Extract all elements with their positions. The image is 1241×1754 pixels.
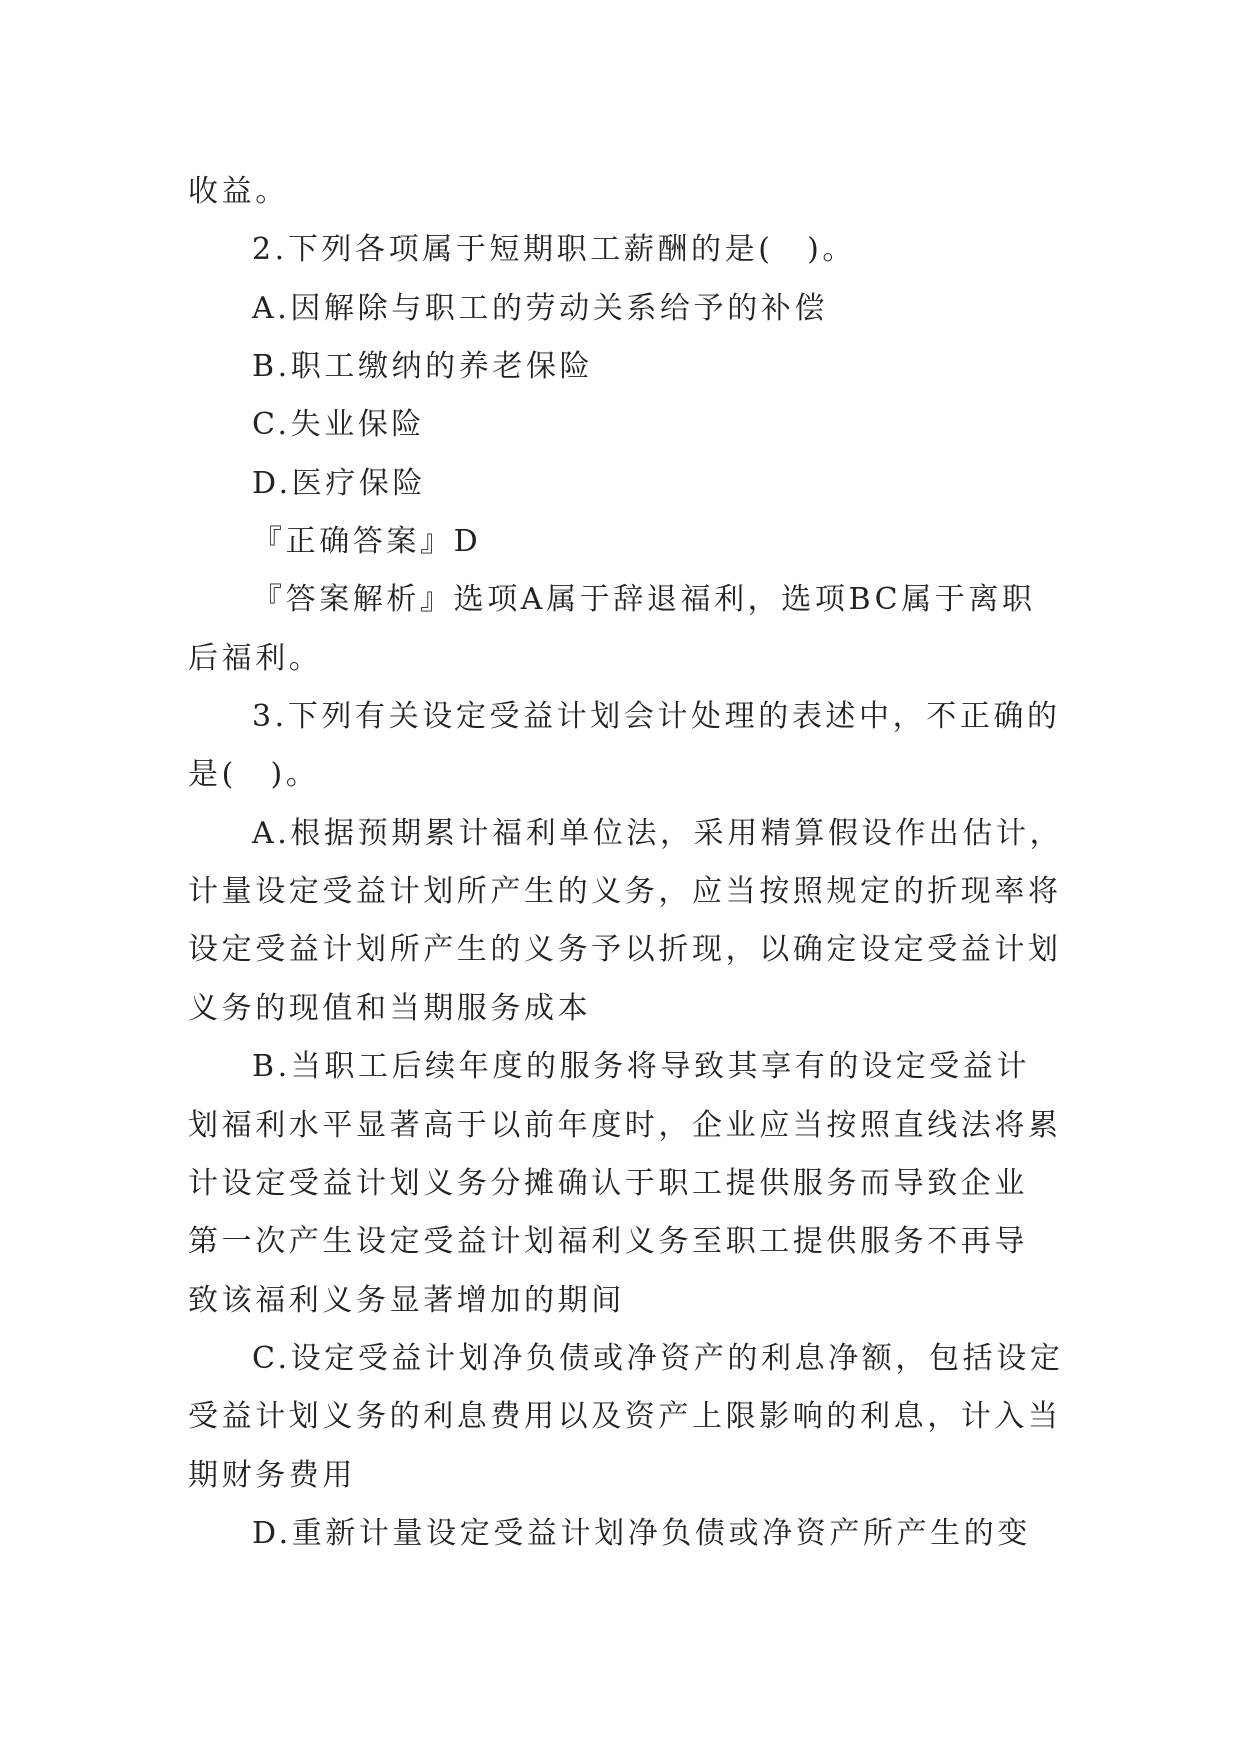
text-line: 收益。 <box>188 174 289 209</box>
question-2-option-b: B.职工缴纳的养老保险 <box>252 349 594 385</box>
question-3-option-a-cont: 设定受益计划所产生的义务予以折现，以确定设定受益计划 <box>188 932 1062 968</box>
question-2-explanation-cont: 后福利。 <box>188 640 323 676</box>
question-3-stem-cont: 是( )。 <box>188 757 320 793</box>
question-2-explanation: 『答案解析』选项A属于辞退福利，选项BC属于离职 <box>252 582 1036 618</box>
question-3-option-a: A.根据预期累计福利单位法，采用精算假设作出估计， <box>252 815 1064 851</box>
question-3-option-c-cont: 受益计划义务的利息费用以及资产上限影响的利息，计入当 <box>188 1399 1062 1435</box>
question-3-option-d: D.重新计量设定受益计划净负债或净资产所产生的变 <box>252 1515 1031 1551</box>
question-2-option-c: C.失业保险 <box>252 407 426 443</box>
question-2-correct-answer: 『正确答案』D <box>252 524 482 560</box>
question-3-option-b-cont: 第一次产生设定受益计划福利义务至职工提供服务不再导 <box>188 1224 1028 1260</box>
question-2-option-a: A.因解除与职工的劳动关系给予的补偿 <box>252 290 829 326</box>
question-3-option-b: B.当职工后续年度的服务将导致其享有的设定受益计 <box>252 1049 1030 1085</box>
question-3-stem: 3.下列有关设定受益计划会计处理的表述中，不正确的 <box>252 699 1061 735</box>
question-3-option-b-cont: 致该福利义务显著增加的期间 <box>188 1282 625 1318</box>
question-2-option-d: D.医疗保险 <box>252 465 427 501</box>
question-3-option-b-cont: 划福利水平显著高于以前年度时，企业应当按照直线法将累 <box>188 1107 1062 1143</box>
question-3-option-a-cont: 义务的现值和当期服务成本 <box>188 990 592 1026</box>
question-3-option-c: C.设定受益计划净负债或净资产的利息净额，包括设定 <box>252 1340 1064 1376</box>
question-2-stem: 2.下列各项属于短期职工薪酬的是( )。 <box>252 232 857 268</box>
question-3-option-c-cont: 期财务费用 <box>188 1457 356 1493</box>
document-body <box>188 163 1068 1563</box>
question-3-option-a-cont: 计量设定受益计划所产生的义务，应当按照规定的折现率将 <box>188 874 1062 910</box>
question-3-option-b-cont: 计设定受益计划义务分摊确认于职工提供服务而导致企业 <box>188 1165 1028 1201</box>
